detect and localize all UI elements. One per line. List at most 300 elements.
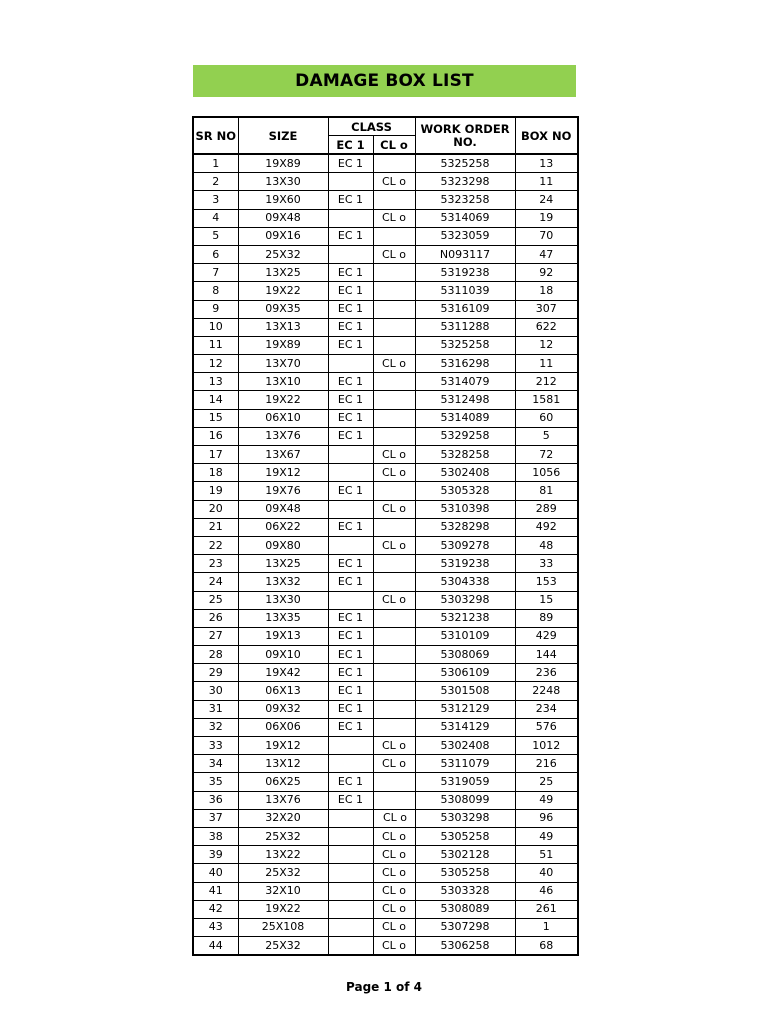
- cell-sr-no: 15: [193, 409, 238, 427]
- cell-box-no: 12: [515, 336, 578, 354]
- cell-class-clo: [373, 264, 415, 282]
- table-row: [193, 282, 578, 300]
- table-row: [193, 518, 578, 536]
- table-row: [193, 718, 578, 736]
- cell-size: 19X22: [238, 900, 328, 918]
- cell-work-order: 5305328: [415, 482, 515, 500]
- cell-class-clo: [373, 300, 415, 318]
- cell-work-order: 5319238: [415, 264, 515, 282]
- cell-box-no: 11: [515, 355, 578, 373]
- cell-work-order: 5312498: [415, 391, 515, 409]
- cell-size: 06X22: [238, 518, 328, 536]
- cell-box-no: 289: [515, 500, 578, 518]
- header-work-order: WORK ORDER NO.: [415, 117, 515, 154]
- cell-box-no: 2248: [515, 682, 578, 700]
- cell-class-ec1: [328, 355, 373, 373]
- cell-class-clo: CL o: [373, 173, 415, 191]
- cell-class-clo: [373, 154, 415, 173]
- header-class-clo: CL o: [373, 136, 415, 155]
- cell-sr-no: 25: [193, 591, 238, 609]
- cell-class-clo: [373, 282, 415, 300]
- page-title: DAMAGE BOX LIST: [295, 71, 474, 91]
- cell-class-clo: CL o: [373, 937, 415, 956]
- cell-size: 25X32: [238, 245, 328, 263]
- cell-size: 32X20: [238, 809, 328, 827]
- cell-sr-no: 16: [193, 427, 238, 445]
- cell-sr-no: 44: [193, 937, 238, 956]
- cell-class-ec1: [328, 591, 373, 609]
- cell-class-ec1: [328, 500, 373, 518]
- cell-class-ec1: EC 1: [328, 300, 373, 318]
- cell-work-order: 5307298: [415, 918, 515, 936]
- table-row: [193, 336, 578, 354]
- cell-box-no: 92: [515, 264, 578, 282]
- cell-size: 09X32: [238, 700, 328, 718]
- cell-work-order: 5312129: [415, 700, 515, 718]
- table-row: [193, 355, 578, 373]
- cell-box-no: 5: [515, 427, 578, 445]
- damage-box-table: [192, 116, 579, 956]
- cell-class-ec1: [328, 882, 373, 900]
- cell-sr-no: 19: [193, 482, 238, 500]
- table-row: [193, 318, 578, 336]
- cell-class-ec1: EC 1: [328, 282, 373, 300]
- cell-sr-no: 17: [193, 446, 238, 464]
- cell-work-order: 5323258: [415, 191, 515, 209]
- cell-class-clo: [373, 191, 415, 209]
- cell-box-no: 68: [515, 937, 578, 956]
- cell-box-no: 1012: [515, 737, 578, 755]
- cell-size: 32X10: [238, 882, 328, 900]
- table-row: [193, 573, 578, 591]
- table-row: [193, 864, 578, 882]
- table-row: [193, 555, 578, 573]
- cell-box-no: 81: [515, 482, 578, 500]
- cell-class-clo: [373, 700, 415, 718]
- table-row: [193, 154, 578, 173]
- cell-class-clo: [373, 518, 415, 536]
- cell-class-clo: [373, 555, 415, 573]
- cell-work-order: 5311039: [415, 282, 515, 300]
- cell-class-clo: CL o: [373, 591, 415, 609]
- cell-class-clo: CL o: [373, 245, 415, 263]
- cell-sr-no: 33: [193, 737, 238, 755]
- cell-class-clo: [373, 682, 415, 700]
- cell-class-ec1: EC 1: [328, 227, 373, 245]
- cell-size: 25X32: [238, 827, 328, 845]
- cell-work-order: 5303298: [415, 591, 515, 609]
- cell-sr-no: 14: [193, 391, 238, 409]
- cell-class-ec1: EC 1: [328, 791, 373, 809]
- table-row: [193, 609, 578, 627]
- cell-box-no: 46: [515, 882, 578, 900]
- cell-size: 19X22: [238, 391, 328, 409]
- cell-work-order: 5311079: [415, 755, 515, 773]
- table-row: [193, 791, 578, 809]
- cell-class-clo: CL o: [373, 864, 415, 882]
- cell-class-clo: [373, 773, 415, 791]
- cell-sr-no: 30: [193, 682, 238, 700]
- cell-class-ec1: EC 1: [328, 391, 373, 409]
- cell-box-no: 47: [515, 245, 578, 263]
- cell-work-order: 5314069: [415, 209, 515, 227]
- cell-class-clo: [373, 318, 415, 336]
- cell-sr-no: 8: [193, 282, 238, 300]
- cell-sr-no: 36: [193, 791, 238, 809]
- header-sr-no: SR NO: [193, 117, 238, 154]
- cell-box-no: 234: [515, 700, 578, 718]
- cell-class-clo: [373, 482, 415, 500]
- table-row: [193, 627, 578, 645]
- cell-box-no: 622: [515, 318, 578, 336]
- cell-size: 19X42: [238, 664, 328, 682]
- cell-sr-no: 23: [193, 555, 238, 573]
- table-row: [193, 646, 578, 664]
- cell-class-ec1: [328, 536, 373, 554]
- cell-box-no: 70: [515, 227, 578, 245]
- header-size: SIZE: [238, 117, 328, 154]
- cell-sr-no: 11: [193, 336, 238, 354]
- cell-class-ec1: EC 1: [328, 373, 373, 391]
- cell-size: 13X10: [238, 373, 328, 391]
- cell-work-order: 5325258: [415, 336, 515, 354]
- cell-class-clo: CL o: [373, 918, 415, 936]
- cell-class-ec1: [328, 464, 373, 482]
- cell-box-no: 49: [515, 791, 578, 809]
- cell-box-no: 576: [515, 718, 578, 736]
- cell-class-clo: [373, 427, 415, 445]
- cell-box-no: 1056: [515, 464, 578, 482]
- cell-sr-no: 6: [193, 245, 238, 263]
- cell-sr-no: 35: [193, 773, 238, 791]
- cell-sr-no: 21: [193, 518, 238, 536]
- table-row: [193, 464, 578, 482]
- cell-class-clo: [373, 609, 415, 627]
- cell-class-ec1: EC 1: [328, 700, 373, 718]
- cell-class-ec1: EC 1: [328, 646, 373, 664]
- table-row: [193, 773, 578, 791]
- cell-sr-no: 29: [193, 664, 238, 682]
- cell-class-ec1: [328, 245, 373, 263]
- cell-class-ec1: [328, 737, 373, 755]
- cell-work-order: 5301508: [415, 682, 515, 700]
- cell-sr-no: 7: [193, 264, 238, 282]
- cell-class-clo: CL o: [373, 355, 415, 373]
- cell-class-clo: CL o: [373, 809, 415, 827]
- cell-class-clo: [373, 227, 415, 245]
- table-row: [193, 300, 578, 318]
- cell-size: 13X22: [238, 846, 328, 864]
- cell-sr-no: 42: [193, 900, 238, 918]
- table-row: [193, 264, 578, 282]
- cell-class-ec1: [328, 173, 373, 191]
- cell-work-order: 5328298: [415, 518, 515, 536]
- header-class-ec1: EC 1: [328, 136, 373, 155]
- cell-box-no: 72: [515, 446, 578, 464]
- table-row: [193, 900, 578, 918]
- cell-class-ec1: EC 1: [328, 627, 373, 645]
- cell-box-no: 15: [515, 591, 578, 609]
- cell-size: 09X16: [238, 227, 328, 245]
- cell-class-clo: [373, 664, 415, 682]
- cell-box-no: 25: [515, 773, 578, 791]
- cell-sr-no: 24: [193, 573, 238, 591]
- cell-work-order: 5309278: [415, 536, 515, 554]
- table-row: [193, 882, 578, 900]
- table-row: [193, 918, 578, 936]
- cell-class-clo: [373, 409, 415, 427]
- cell-class-ec1: [328, 864, 373, 882]
- cell-class-ec1: EC 1: [328, 427, 373, 445]
- cell-class-ec1: EC 1: [328, 409, 373, 427]
- cell-size: 09X35: [238, 300, 328, 318]
- cell-class-clo: CL o: [373, 882, 415, 900]
- cell-work-order: 5311288: [415, 318, 515, 336]
- cell-box-no: 60: [515, 409, 578, 427]
- table-row: [193, 191, 578, 209]
- cell-class-ec1: [328, 755, 373, 773]
- cell-size: 19X12: [238, 737, 328, 755]
- cell-class-clo: CL o: [373, 737, 415, 755]
- table-row: [193, 846, 578, 864]
- cell-class-clo: CL o: [373, 536, 415, 554]
- table-row: [193, 591, 578, 609]
- cell-sr-no: 37: [193, 809, 238, 827]
- title-banner: [193, 65, 576, 97]
- cell-size: 09X48: [238, 209, 328, 227]
- cell-work-order: 5305258: [415, 864, 515, 882]
- cell-sr-no: 31: [193, 700, 238, 718]
- cell-size: 13X13: [238, 318, 328, 336]
- cell-work-order: 5308099: [415, 791, 515, 809]
- cell-sr-no: 9: [193, 300, 238, 318]
- cell-work-order: 5328258: [415, 446, 515, 464]
- cell-size: 13X67: [238, 446, 328, 464]
- cell-sr-no: 43: [193, 918, 238, 936]
- cell-work-order: 5306258: [415, 937, 515, 956]
- cell-work-order: 5323298: [415, 173, 515, 191]
- cell-size: 06X13: [238, 682, 328, 700]
- cell-size: 06X25: [238, 773, 328, 791]
- cell-class-ec1: [328, 846, 373, 864]
- table-row: [193, 664, 578, 682]
- header-class: CLASS: [328, 117, 415, 136]
- cell-class-ec1: [328, 809, 373, 827]
- cell-box-no: 492: [515, 518, 578, 536]
- table-row: [193, 482, 578, 500]
- cell-size: 13X25: [238, 264, 328, 282]
- cell-box-no: 144: [515, 646, 578, 664]
- cell-box-no: 48: [515, 536, 578, 554]
- cell-class-ec1: EC 1: [328, 336, 373, 354]
- cell-box-no: 216: [515, 755, 578, 773]
- cell-box-no: 11: [515, 173, 578, 191]
- cell-work-order: 5302128: [415, 846, 515, 864]
- cell-class-clo: CL o: [373, 464, 415, 482]
- cell-size: 19X22: [238, 282, 328, 300]
- cell-size: 13X12: [238, 755, 328, 773]
- page-footer: Page 1 of 4: [346, 980, 422, 994]
- cell-work-order: 5302408: [415, 464, 515, 482]
- cell-work-order: 5310109: [415, 627, 515, 645]
- cell-box-no: 13: [515, 154, 578, 173]
- cell-work-order: N093117: [415, 245, 515, 263]
- cell-class-ec1: EC 1: [328, 664, 373, 682]
- cell-work-order: 5329258: [415, 427, 515, 445]
- cell-class-ec1: EC 1: [328, 555, 373, 573]
- cell-class-clo: CL o: [373, 827, 415, 845]
- cell-class-clo: CL o: [373, 900, 415, 918]
- cell-box-no: 18: [515, 282, 578, 300]
- cell-size: 19X13: [238, 627, 328, 645]
- cell-class-clo: [373, 373, 415, 391]
- cell-box-no: 24: [515, 191, 578, 209]
- table-row: [193, 227, 578, 245]
- cell-box-no: 40: [515, 864, 578, 882]
- cell-sr-no: 10: [193, 318, 238, 336]
- cell-sr-no: 5: [193, 227, 238, 245]
- cell-class-ec1: EC 1: [328, 264, 373, 282]
- cell-size: 13X70: [238, 355, 328, 373]
- cell-size: 13X30: [238, 173, 328, 191]
- table-row: [193, 682, 578, 700]
- cell-class-clo: [373, 391, 415, 409]
- cell-sr-no: 41: [193, 882, 238, 900]
- cell-sr-no: 20: [193, 500, 238, 518]
- cell-sr-no: 1: [193, 154, 238, 173]
- cell-size: 09X80: [238, 536, 328, 554]
- cell-size: 25X32: [238, 937, 328, 956]
- cell-class-ec1: [328, 827, 373, 845]
- cell-class-ec1: EC 1: [328, 191, 373, 209]
- cell-work-order: 5319059: [415, 773, 515, 791]
- cell-size: 13X25: [238, 555, 328, 573]
- cell-work-order: 5323059: [415, 227, 515, 245]
- table-row: [193, 446, 578, 464]
- cell-sr-no: 22: [193, 536, 238, 554]
- cell-box-no: 33: [515, 555, 578, 573]
- cell-class-ec1: EC 1: [328, 482, 373, 500]
- table-row: [193, 809, 578, 827]
- cell-class-ec1: EC 1: [328, 609, 373, 627]
- table-row: [193, 209, 578, 227]
- cell-work-order: 5303298: [415, 809, 515, 827]
- cell-box-no: 307: [515, 300, 578, 318]
- cell-size: 19X60: [238, 191, 328, 209]
- cell-work-order: 5316298: [415, 355, 515, 373]
- cell-box-no: 236: [515, 664, 578, 682]
- cell-box-no: 89: [515, 609, 578, 627]
- cell-class-ec1: EC 1: [328, 573, 373, 591]
- cell-class-clo: [373, 791, 415, 809]
- cell-sr-no: 28: [193, 646, 238, 664]
- cell-size: 13X76: [238, 427, 328, 445]
- cell-sr-no: 39: [193, 846, 238, 864]
- cell-work-order: 5306109: [415, 664, 515, 682]
- cell-work-order: 5319238: [415, 555, 515, 573]
- cell-class-ec1: EC 1: [328, 773, 373, 791]
- cell-size: 09X48: [238, 500, 328, 518]
- cell-sr-no: 2: [193, 173, 238, 191]
- table-row: [193, 827, 578, 845]
- cell-class-clo: [373, 718, 415, 736]
- cell-size: 19X76: [238, 482, 328, 500]
- cell-class-ec1: [328, 209, 373, 227]
- cell-class-ec1: [328, 937, 373, 956]
- cell-work-order: 5308069: [415, 646, 515, 664]
- cell-size: 06X06: [238, 718, 328, 736]
- cell-class-ec1: EC 1: [328, 318, 373, 336]
- cell-sr-no: 38: [193, 827, 238, 845]
- cell-box-no: 96: [515, 809, 578, 827]
- cell-work-order: 5302408: [415, 737, 515, 755]
- cell-sr-no: 26: [193, 609, 238, 627]
- cell-box-no: 212: [515, 373, 578, 391]
- cell-work-order: 5321238: [415, 609, 515, 627]
- cell-work-order: 5310398: [415, 500, 515, 518]
- cell-class-ec1: EC 1: [328, 154, 373, 173]
- cell-class-clo: CL o: [373, 446, 415, 464]
- cell-sr-no: 18: [193, 464, 238, 482]
- table-header: [193, 117, 578, 154]
- cell-size: 19X89: [238, 154, 328, 173]
- cell-work-order: 5305258: [415, 827, 515, 845]
- cell-class-clo: [373, 646, 415, 664]
- cell-box-no: 51: [515, 846, 578, 864]
- cell-sr-no: 13: [193, 373, 238, 391]
- cell-class-clo: CL o: [373, 755, 415, 773]
- cell-class-ec1: [328, 900, 373, 918]
- cell-class-clo: [373, 336, 415, 354]
- cell-work-order: 5325258: [415, 154, 515, 173]
- cell-size: 06X10: [238, 409, 328, 427]
- cell-class-ec1: EC 1: [328, 718, 373, 736]
- cell-sr-no: 27: [193, 627, 238, 645]
- cell-work-order: 5308089: [415, 900, 515, 918]
- cell-sr-no: 32: [193, 718, 238, 736]
- cell-size: 09X10: [238, 646, 328, 664]
- table-row: [193, 536, 578, 554]
- cell-class-ec1: EC 1: [328, 682, 373, 700]
- cell-work-order: 5316109: [415, 300, 515, 318]
- cell-size: 13X76: [238, 791, 328, 809]
- table-row: [193, 427, 578, 445]
- table-row: [193, 700, 578, 718]
- cell-box-no: 1581: [515, 391, 578, 409]
- cell-box-no: 19: [515, 209, 578, 227]
- cell-box-no: 49: [515, 827, 578, 845]
- cell-sr-no: 3: [193, 191, 238, 209]
- header-box-no: BOX NO: [515, 117, 578, 154]
- cell-box-no: 261: [515, 900, 578, 918]
- table-row: [193, 409, 578, 427]
- cell-box-no: 429: [515, 627, 578, 645]
- table-row: [193, 755, 578, 773]
- cell-work-order: 5314089: [415, 409, 515, 427]
- table-row: [193, 391, 578, 409]
- cell-class-clo: CL o: [373, 500, 415, 518]
- cell-class-ec1: [328, 446, 373, 464]
- table-row: [193, 737, 578, 755]
- table-row: [193, 245, 578, 263]
- table-row: [193, 373, 578, 391]
- cell-sr-no: 34: [193, 755, 238, 773]
- cell-sr-no: 40: [193, 864, 238, 882]
- cell-class-clo: CL o: [373, 209, 415, 227]
- cell-class-clo: [373, 627, 415, 645]
- cell-size: 19X89: [238, 336, 328, 354]
- table-row: [193, 500, 578, 518]
